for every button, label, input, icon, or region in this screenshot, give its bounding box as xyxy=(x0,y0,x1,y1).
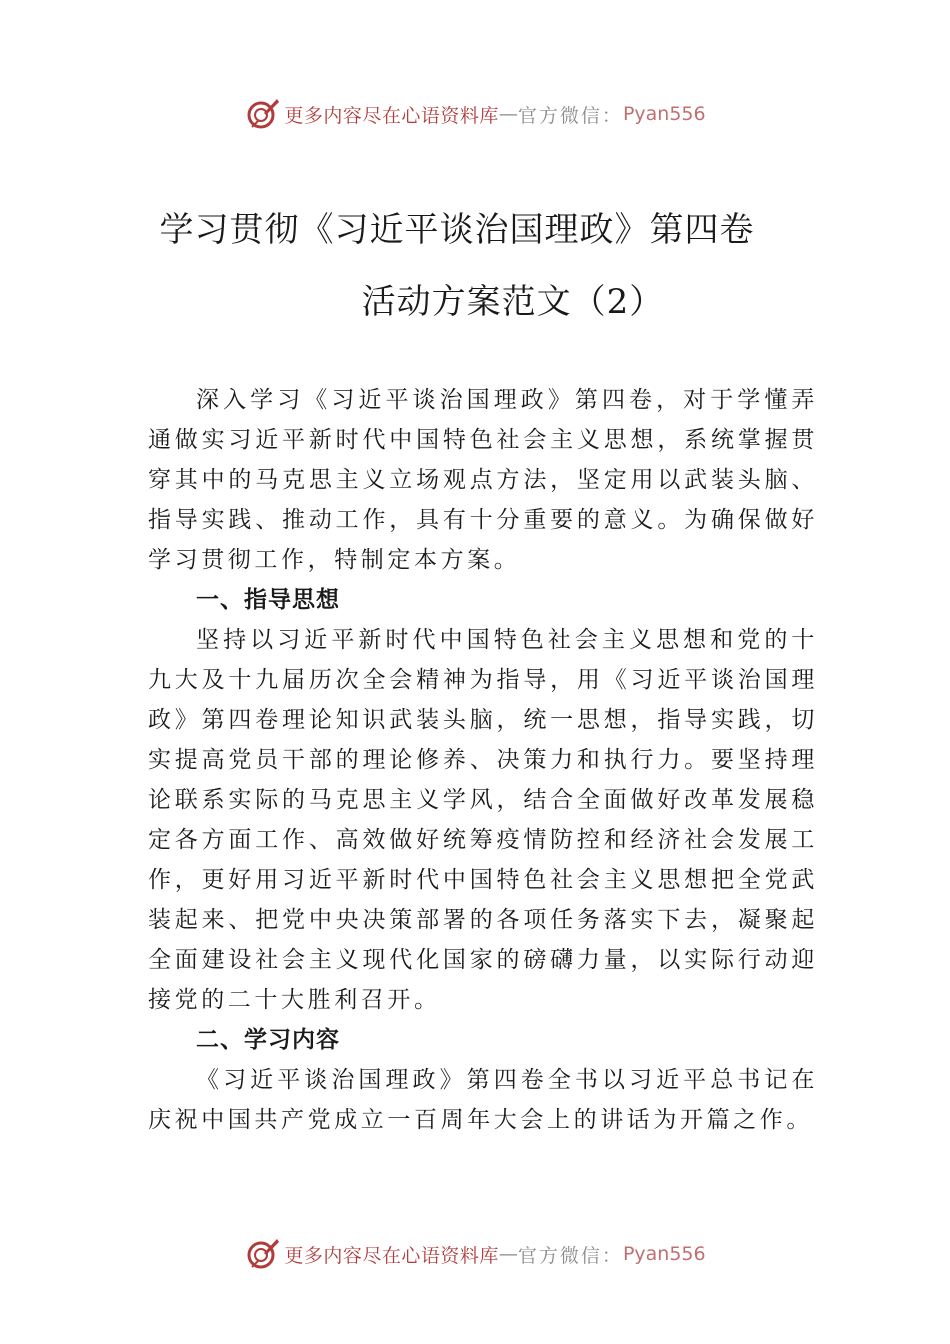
pen-logo-icon xyxy=(244,96,280,132)
banner-dash: — xyxy=(498,103,518,125)
document-title-line1: 学习贯彻《习近平谈治国理政》第四卷 xyxy=(159,210,755,250)
banner-text-grey: 官方微信： xyxy=(517,1244,623,1267)
banner-wechat-id: Pyan556 xyxy=(622,1243,706,1265)
banner-text-red: 更多内容尽在心语资料库 xyxy=(284,104,499,127)
section1-paragraph: 坚持以习近平新时代中国特色社会主义思想和党的十九大及十九届历次全会精神为指导，用《习近平谈治国理政》第四卷理论知识武装头脑，统一思想，指导实践，切实提高党员干部的理论修养、决策力和执行力。要坚持理论联系实际的马克思主义学风，结合全面做好改革发展稳定各方面工作、高效做好统筹疫情防控和经济社会发展工作，更好用习近平新时代中国特色社会主义思想把全党武装起来、把党中央决策部署的各项任务落实下去，凝聚起全面建设社会主义现代化国家的磅礴力量，以实际行动迎接党的二十大胜利召开。 xyxy=(148,627,818,1013)
intro-paragraph: 深入学习《习近平谈治国理政》第四卷，对于学懂弄通做实习近平新时代中国特色社会主义思想，系统掌握贯穿其中的马克思主义立场观点方法，坚定用以武装头脑、指导实践、推动工作，具有十分重要的意义。为确保做好学习贯彻工作，特制定本方案。 xyxy=(148,387,818,573)
document-body xyxy=(148,380,818,1140)
banner-text-grey: 官方微信： xyxy=(517,104,623,127)
section2-paragraph: 《习近平谈治国理政》第四卷全书以习近平总书记在庆祝中国共产党成立一百周年大会上的讲话为开篇之作。 xyxy=(148,1067,818,1133)
banner-text-red: 更多内容尽在心语资料库 xyxy=(284,1244,499,1267)
footer-banner xyxy=(0,1234,950,1274)
pen-logo-icon xyxy=(244,1236,280,1272)
document-title-line2: 活动方案范文（2） xyxy=(361,282,665,322)
banner-wechat-id: Pyan556 xyxy=(622,103,706,125)
header-banner xyxy=(0,94,950,134)
section1-heading: 一、指导思想 xyxy=(196,587,340,613)
section2-heading: 二、学习内容 xyxy=(196,1027,340,1053)
banner-dash: — xyxy=(498,1243,518,1265)
